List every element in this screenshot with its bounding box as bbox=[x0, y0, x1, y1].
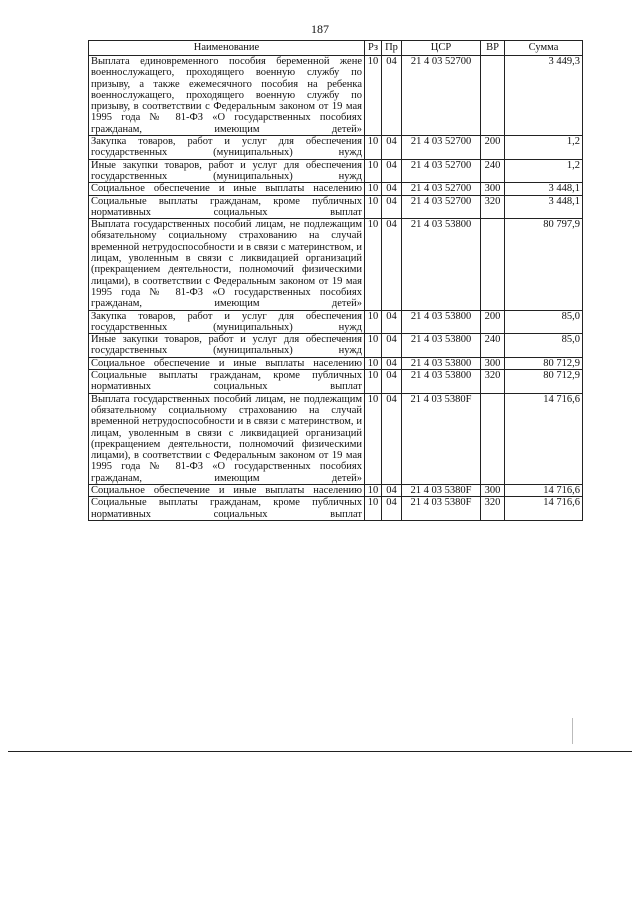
row-rz: 10 bbox=[365, 370, 382, 394]
row-sum: 14 716,6 bbox=[505, 497, 583, 521]
row-sum: 80 712,9 bbox=[505, 370, 583, 394]
table-row bbox=[89, 484, 583, 496]
row-name: Закупка товаров, работ и услуг для обеспечения государственных (муниципальных) нужд bbox=[89, 310, 365, 334]
table-row bbox=[89, 219, 583, 310]
row-name: Иные закупки товаров, работ и услуг для обеспечения государственных (муниципальных) нужд bbox=[89, 334, 365, 358]
row-name: Социальные выплаты гражданам, кроме публичных нормативных социальных выплат bbox=[89, 370, 365, 394]
row-csr: 21 4 03 53800 bbox=[402, 310, 481, 334]
row-name: Социальное обеспечение и иные выплаты населению bbox=[89, 484, 365, 496]
row-pr: 04 bbox=[382, 370, 402, 394]
row-vr: 300 bbox=[481, 357, 505, 369]
row-rz: 10 bbox=[365, 219, 382, 310]
row-rz: 10 bbox=[365, 56, 382, 136]
row-pr: 04 bbox=[382, 393, 402, 484]
row-rz: 10 bbox=[365, 393, 382, 484]
row-vr: 300 bbox=[481, 484, 505, 496]
row-sum: 85,0 bbox=[505, 334, 583, 358]
header-row bbox=[89, 41, 583, 56]
row-pr: 04 bbox=[382, 334, 402, 358]
row-csr: 21 4 03 53800 bbox=[402, 370, 481, 394]
table-row bbox=[89, 159, 583, 183]
row-sum: 3 449,3 bbox=[505, 56, 583, 136]
row-vr bbox=[481, 219, 505, 310]
row-rz: 10 bbox=[365, 195, 382, 219]
table-row bbox=[89, 136, 583, 160]
table-row bbox=[89, 310, 583, 334]
row-sum: 1,2 bbox=[505, 136, 583, 160]
header-sum: Сумма bbox=[505, 41, 583, 56]
row-csr: 21 4 03 52700 bbox=[402, 195, 481, 219]
row-sum: 14 716,6 bbox=[505, 484, 583, 496]
row-rz: 10 bbox=[365, 334, 382, 358]
row-name: Социальные выплаты гражданам, кроме публичных нормативных социальных выплат bbox=[89, 497, 365, 521]
row-csr: 21 4 03 52700 bbox=[402, 183, 481, 195]
row-csr: 21 4 03 53800 bbox=[402, 219, 481, 310]
row-vr: 240 bbox=[481, 334, 505, 358]
row-name: Социальные выплаты гражданам, кроме публичных нормативных социальных выплат bbox=[89, 195, 365, 219]
row-rz: 10 bbox=[365, 357, 382, 369]
row-vr: 320 bbox=[481, 497, 505, 521]
row-pr: 04 bbox=[382, 136, 402, 160]
row-vr: 320 bbox=[481, 370, 505, 394]
row-pr: 04 bbox=[382, 310, 402, 334]
table-row bbox=[89, 370, 583, 394]
row-sum: 3 448,1 bbox=[505, 183, 583, 195]
header-name: Наименование bbox=[89, 41, 365, 56]
row-rz: 10 bbox=[365, 136, 382, 160]
row-csr: 21 4 03 53800 bbox=[402, 357, 481, 369]
table-row bbox=[89, 183, 583, 195]
row-csr: 21 4 03 5380F bbox=[402, 497, 481, 521]
row-csr: 21 4 03 5380F bbox=[402, 393, 481, 484]
row-csr: 21 4 03 5380F bbox=[402, 484, 481, 496]
row-rz: 10 bbox=[365, 484, 382, 496]
row-vr bbox=[481, 393, 505, 484]
table-row bbox=[89, 497, 583, 521]
header-vr: ВР bbox=[481, 41, 505, 56]
row-name: Закупка товаров, работ и услуг для обеспечения государственных (муниципальных) нужд bbox=[89, 136, 365, 160]
table-row bbox=[89, 357, 583, 369]
row-name: Социальное обеспечение и иные выплаты населению bbox=[89, 357, 365, 369]
row-sum: 14 716,6 bbox=[505, 393, 583, 484]
row-pr: 04 bbox=[382, 357, 402, 369]
row-csr: 21 4 03 52700 bbox=[402, 159, 481, 183]
row-pr: 04 bbox=[382, 484, 402, 496]
row-vr: 240 bbox=[481, 159, 505, 183]
row-sum: 80 712,9 bbox=[505, 357, 583, 369]
row-csr: 21 4 03 52700 bbox=[402, 56, 481, 136]
row-name: Выплата государственных пособий лицам, не подлежащим обязательному социальному страхованию на случай временной нетрудоспособности и в связи с материнством, и лицам, уволенным в связи с ликвидацией организаций (прекращением деятельности, полномочий физическими лицами), в соответствии с Федеральным законом от 19 мая 1995 года № 81-ФЗ «О государственных пособиях гражданам, имеющим детей» bbox=[89, 393, 365, 484]
row-name: Выплата государственных пособий лицам, не подлежащим обязательному социальному страхованию на случай временной нетрудоспособности и в связи с материнством, и лицам, уволенным в связи с ликвидацией организаций (прекращением деятельности, полномочий физическими лицами), в соответствии с Федеральным законом от 19 мая 1995 года № 81-ФЗ «О государственных пособиях гражданам, имеющим детей» bbox=[89, 219, 365, 310]
row-vr: 320 bbox=[481, 195, 505, 219]
row-csr: 21 4 03 53800 bbox=[402, 334, 481, 358]
header-rz: Рз bbox=[365, 41, 382, 56]
row-rz: 10 bbox=[365, 159, 382, 183]
row-pr: 04 bbox=[382, 219, 402, 310]
row-vr: 200 bbox=[481, 136, 505, 160]
row-pr: 04 bbox=[382, 159, 402, 183]
row-sum: 1,2 bbox=[505, 159, 583, 183]
row-rz: 10 bbox=[365, 497, 382, 521]
table-header bbox=[89, 41, 583, 56]
header-csr: ЦСР bbox=[402, 41, 481, 56]
row-name: Социальное обеспечение и иные выплаты населению bbox=[89, 183, 365, 195]
page-bottom-rule bbox=[8, 751, 632, 752]
row-sum: 80 797,9 bbox=[505, 219, 583, 310]
row-pr: 04 bbox=[382, 497, 402, 521]
page-number: 187 bbox=[311, 22, 329, 36]
row-sum: 85,0 bbox=[505, 310, 583, 334]
row-pr: 04 bbox=[382, 56, 402, 136]
row-vr: 200 bbox=[481, 310, 505, 334]
table-body bbox=[89, 56, 583, 521]
table-row bbox=[89, 393, 583, 484]
row-vr: 300 bbox=[481, 183, 505, 195]
row-pr: 04 bbox=[382, 183, 402, 195]
row-pr: 04 bbox=[382, 195, 402, 219]
scan-mark bbox=[572, 718, 573, 744]
row-name: Выплата единовременного пособия беременной жене военнослужащего, проходящего военную службу по призыву, а также ежемесячного пособия на ребенка военнослужащего, проходящего военную службу по призыву, в соответствии с Федеральным законом от 19 мая 1995 года № 81-ФЗ «О государственных пособиях гражданам, имеющим детей» bbox=[89, 56, 365, 136]
row-rz: 10 bbox=[365, 183, 382, 195]
table-row bbox=[89, 195, 583, 219]
table-row bbox=[89, 334, 583, 358]
table-row bbox=[89, 56, 583, 136]
row-rz: 10 bbox=[365, 310, 382, 334]
row-vr bbox=[481, 56, 505, 136]
row-name: Иные закупки товаров, работ и услуг для обеспечения государственных (муниципальных) нужд bbox=[89, 159, 365, 183]
row-csr: 21 4 03 52700 bbox=[402, 136, 481, 160]
header-pr: Пр bbox=[382, 41, 402, 56]
budget-table bbox=[88, 40, 583, 521]
row-sum: 3 448,1 bbox=[505, 195, 583, 219]
